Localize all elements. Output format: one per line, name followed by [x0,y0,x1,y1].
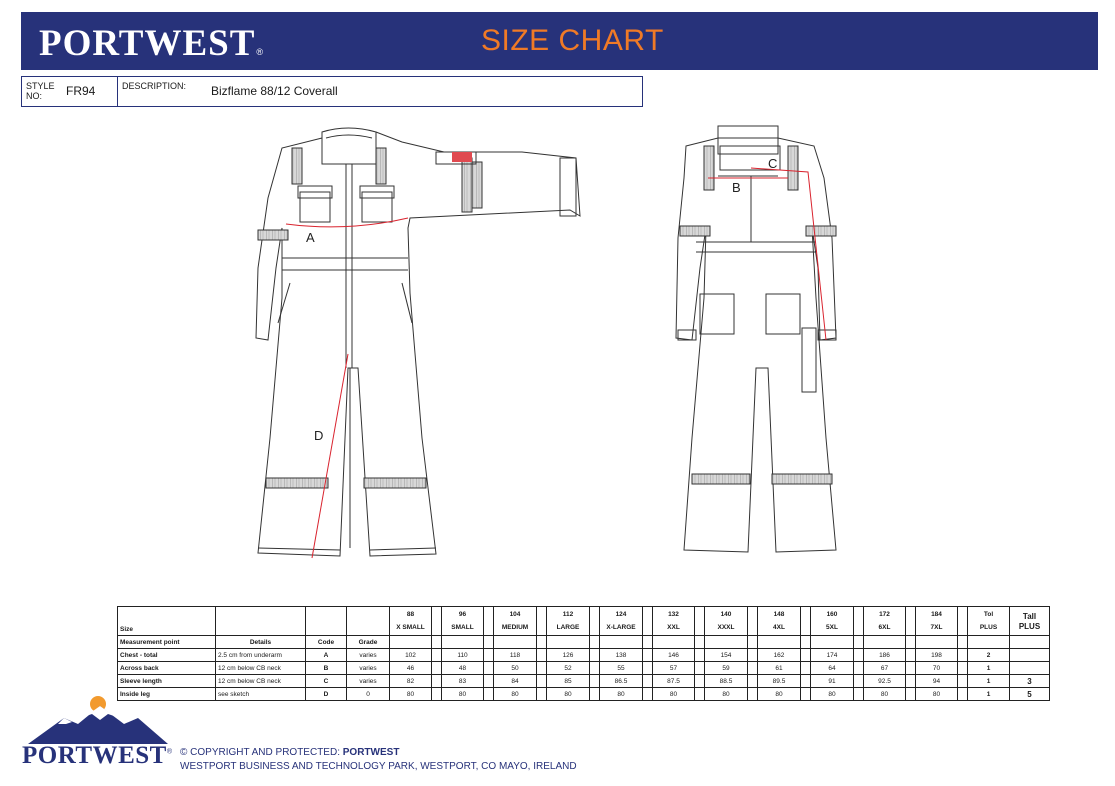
measure-line-d [312,354,348,558]
size-col-header: 124 X-LARGE [600,607,643,636]
size-col-header: 132 XXL [653,607,695,636]
table-row: Across back 12 cm below CB neck B varies 46 48 50 52 55 57 59 61 64 67 70 1 [118,662,1050,675]
table-header-row [118,636,1050,649]
header-code: Code [306,636,347,649]
style-number-box [21,76,118,107]
tall-header: Tall PLUS [1010,607,1050,636]
size-label: Size [118,607,216,636]
brand-logo: PORTWEST® [39,23,265,64]
back-view [676,126,836,552]
front-view [256,128,580,556]
size-col-header: 160 5XL [811,607,854,636]
size-header-row [118,607,1050,636]
size-col-header: 140 XXXL [705,607,748,636]
size-col-header: 104 MEDIUM [494,607,537,636]
table-row: Inside leg see sketch D 0 80 80 80 80 80 80 80 80 80 80 80 1 5 [118,688,1050,701]
size-col-header: 88 X SMALL [390,607,432,636]
size-table [117,606,1050,701]
measure-line-c [751,168,826,340]
mountain-logo-icon [28,694,168,744]
footer-logo-text: PORTWEST® [22,742,173,769]
tol-header: Tol PLUS [968,607,1010,636]
coverall-sketch [230,118,850,566]
header-banner [21,12,1098,70]
header-details: Details [216,636,306,649]
header-measurement-point: Measurement point [118,636,216,649]
page-title: SIZE CHART [481,24,664,57]
style-number-label: STYLE NO: [26,81,55,101]
style-number-value: FR94 [66,84,96,98]
description-label: DESCRIPTION: [122,81,187,91]
size-col-header: 112 LARGE [547,607,590,636]
label-b: B [732,180,741,195]
size-col-header: 172 6XL [864,607,906,636]
description-value: Bizflame 88/12 Coverall [211,84,338,98]
description-box [118,76,643,107]
size-col-header: 96 SMALL [442,607,484,636]
label-c: C [768,156,778,171]
size-col-header: 148 4XL [758,607,801,636]
size-col-header: 184 7XL [916,607,958,636]
table-row: Chest - total 2.5 cm from underarm A varies 102 110 118 126 138 146 154 162 174 186 198 2 [118,649,1050,662]
table-row: Sleeve length 12 cm below CB neck C varies 82 83 84 85 86.5 87.5 88.5 89.5 91 92.5 94 1 3 [118,675,1050,688]
label-a: A [306,230,315,245]
label-d: D [314,428,324,443]
copyright-text: © COPYRIGHT AND PROTECTED: PORTWEST [180,747,400,758]
header-grade: Grade [347,636,390,649]
address-text: WESTPORT BUSINESS AND TECHNOLOGY PARK, WESTPORT, CO MAYO, IRELAND [180,761,577,772]
